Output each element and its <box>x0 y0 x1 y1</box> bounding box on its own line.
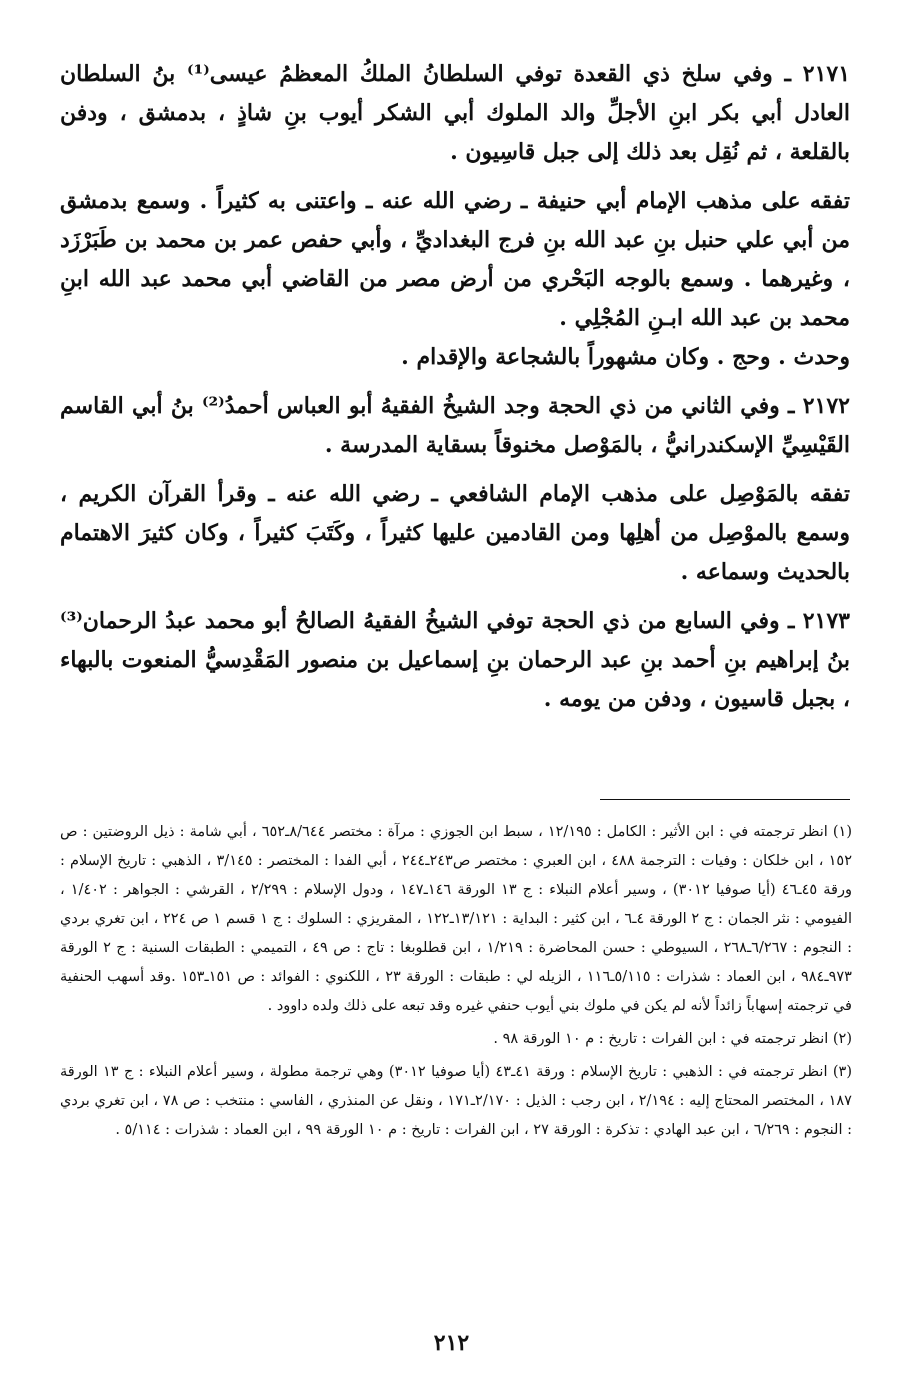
entry-2171-study-paragraph: تفقه على مذهب الإمام أبي حنيفة ـ رضي الله عنه ـ واعتنى به كثيراً . وسمع بدمشق من أبي علي حنبل بنِ عبد الله بنِ فرج البغداديِّ ، وأبي حفص عمر بن محمد بن طَبَرْزَد ، وغيرهما . وسمع بالوجه البَحْري من أرض مصر من القاضي أبي محمد عبد الله ابنِ محمد بن عبد الله ابـنِ المُجْلِي . <box>60 188 850 331</box>
entry-2172-study-paragraph: تفقه بالمَوْصِل على مذهب الإمام الشافعي ـ رضي الله عنه ـ وقرأ القرآن الكريم ، وسمع بالموْصِل من أهلِها ومن القادمين عليها كثيراً ، وكَتَبَ كثيراً ، وكان كثيرَ الاهتمام بالحديث وسماعه . <box>60 481 850 585</box>
entry-2171-hadith-paragraph: وحدث . وحج . وكان مشهوراً بالشجاعة والإقدام . <box>401 344 850 370</box>
page-number: ٢١٢ <box>433 1330 470 1356</box>
entry-2173-paragraph: ٢١٧٣ ـ وفي السابع من ذي الحجة توفي الشيخُ الفقيهُ الصالحُ أبو محمد عبدُ الرحمان⁽³⁾ بنُ إبراهيم بنِ أحمد بنِ عبد الرحمان بنِ إسماعيل بن منصور المَقْدِسيُّ المنعوت بالبهاء ، بجبل قاسيون ، ودفن من يومه . <box>60 608 850 712</box>
footnote-1: (١) انظر ترجمته في : ابن الأثير : الكامل : ١٢/١٩٥ ، سبط ابن الجوزي : مرآة : مختصر ٨/٦٤٤ـ٦٥٢ ، أبي شامة : ذيل الروضتين : ص ١٥٢ ، ابن خلكان : وفيات : الترجمة ٤٨٨ ، ابن العبري : مختصر ص٢٤٣ـ٢٤٤ ، أبي الفدا : المختصر : ٣/١٤٥ ، الذهبي : تاريخ الإسلام : ورقة ٤٥ـ٤٦ (أيا صوفيا ٣٠١٢) ، وسير أعلام النبلاء : ج ١٣ الورقة ١٤٦ـ١٤٧ ، ودول الإسلام : ٢/٢٩٩ ، القرشي : الجواهر : ١/٤٠٢ ، الفيومي : نثر الجمان : ج ٢ الورقة ٤ـ٦ ، ابن كثير : البداية : ١٣/١٢١ـ١٢٢ ، المقريزي : السلوك : ج ١ قسم ١ ص ٢٢٤ ، ابن تغري بردي : النجوم : ٦/٢٦٧ـ٢٦٨ ، السيوطي : حسن المحاضرة : ١/٢١٩ ، ابن قطلوبغا : تاج : ص ٤٩ ، التميمي : الطبقات السنية : ج ٢ الورقة ٩٧٣ـ٩٨٤ ، ابن العماد : شذرات : ٥/١١٥ـ١١٦ ، الزيله لي : طبقات : الورقة ٢٣ ، اللكنوي : الفوائد : ص ١٥١ـ١٥٣ .وقد أسهب الحنفية في ترجمته إسهاباً زائداً لأنه لم يكن في ملوك بني أيوب حنفي غيره وقد تبعه على ذلك ولده داوود . <box>60 824 852 1014</box>
footnote-2: (٢) انظر ترجمته في : ابن الفرات : تاريخ : م ١٠ الورقة ٩٨ . <box>493 1031 852 1047</box>
entry-2172-paragraph: ٢١٧٢ ـ وفي الثاني من ذي الحجة وجد الشيخُ الفقيهُ أبو العباس أحمدُ⁽²⁾ بنُ أبي القاسم القَيْسِيِّ الإسكندرانيُّ ، بالمَوْصل مخنوقاً بسقاية المدرسة . <box>60 393 850 458</box>
footnotes <box>60 818 852 1145</box>
entry-2171-paragraph: ٢١٧١ ـ وفي سلخ ذي القعدة توفي السلطانُ الملكُ المعظمُ عيسى⁽¹⁾ بنُ السلطان العادل أبي بكر ابنِ الأجلِّ والد الملوك أبي الشكر أيوب بنِ شاذٍ ، بدمشق ، ودفن بالقلعة ، ثم نُقِل بعد ذلك إلى جبل قاسِيون . <box>60 61 851 165</box>
main-text <box>60 55 850 719</box>
footnote-divider <box>600 799 850 800</box>
footnote-3: (٣) انظر ترجمته في : الذهبي : تاريخ الإسلام : ورقة ٤١ـ٤٣ (أيا صوفيا ٣٠١٢) وهي ترجمة مطولة ، وسير أعلام النبلاء : ج ١٣ الورقة ١٨٧ ، المختصر المحتاج إليه : ٢/١٩٤ ، ابن رجب : الذيل : ٢/١٧٠ـ١٧١ ، ونقل عن المنذري ، الفاسي : منتخب : ص ٧٨ ، ابن تغري بردي : النجوم : ٦/٢٦٩ ، ابن عبد الهادي : تذكرة : الورقة ٢٧ ، ابن الفرات : تاريخ : م ١٠ الورقة ٩٩ ، ابن العماد : شذرات : ٥/١١٤ . <box>60 1064 852 1138</box>
